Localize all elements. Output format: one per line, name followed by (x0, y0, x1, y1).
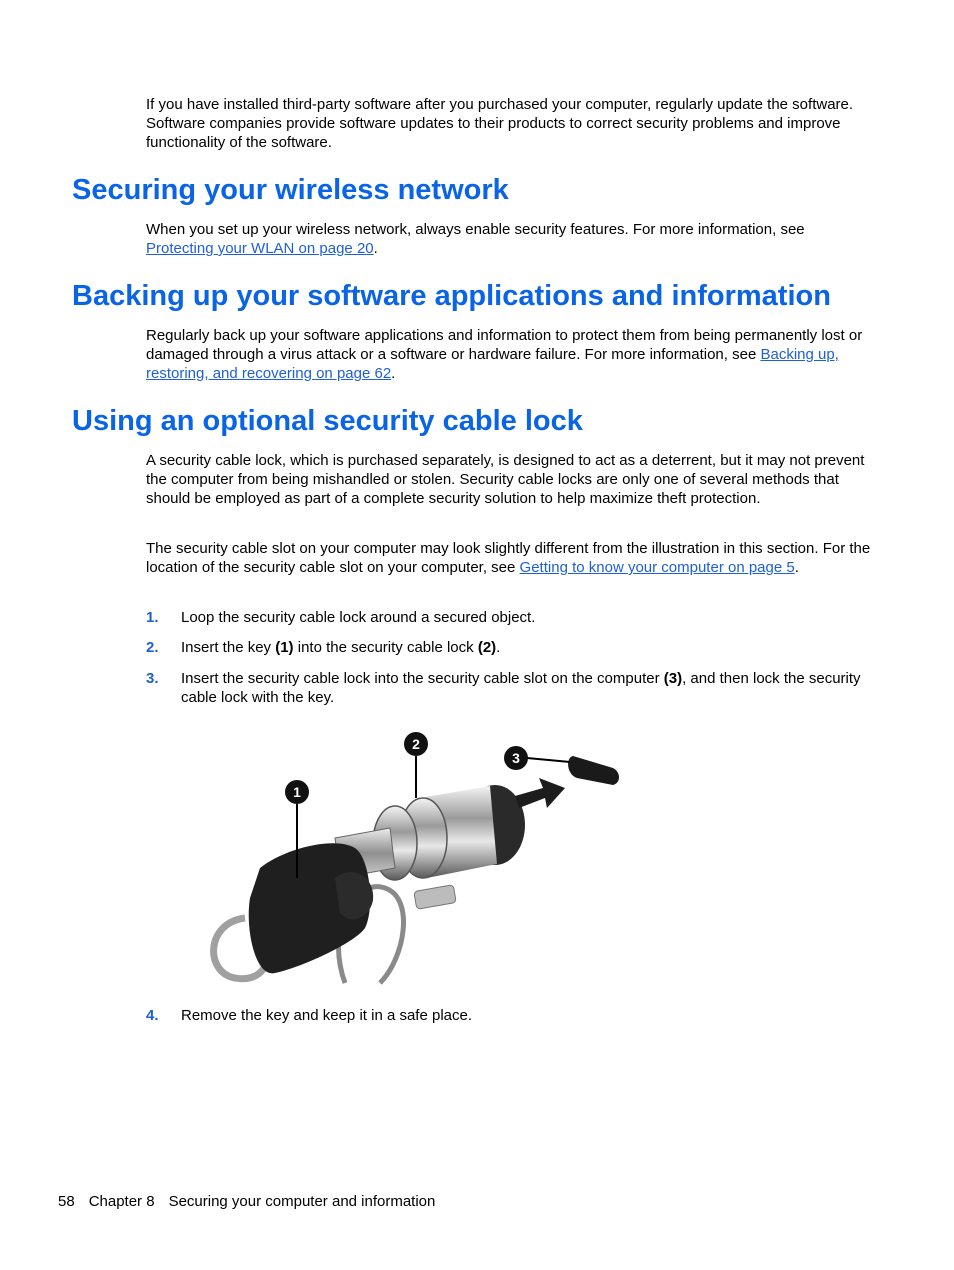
step-number: 1. (146, 609, 159, 626)
backup-period: . (391, 365, 396, 382)
footer-chapter: Chapter 8 (88, 1193, 155, 1210)
key (249, 843, 373, 973)
step-text-part: into the security cable lock (293, 639, 478, 656)
cable-paragraph-1: A security cable lock, which is purchased separately, is designed to act as a deterrent, but it may not prevent the computer from being mishandled or stolen. Security cable locks are only one of several methods that should be employed as part of a complete security solution to help maximize theft protection. (146, 452, 865, 507)
security-cable-lock-illustration (205, 728, 635, 994)
step-text-part: , and then lock the security cable lock with the key. (181, 670, 861, 706)
step-bold-ref: (3) (663, 670, 683, 687)
link-backing-up[interactable]: Backing up, restoring, and recovering on page 62 (146, 346, 839, 382)
backup-paragraph (146, 326, 876, 383)
step-bold-ref: (1) (275, 639, 294, 656)
heading-wireless: Securing your wireless network (72, 174, 509, 206)
step-number: 4. (146, 1007, 159, 1024)
step-text (181, 638, 876, 657)
callout-3-label: 3 (512, 750, 520, 766)
cable-paragraph-2 (146, 539, 876, 577)
wireless-period: . (373, 240, 378, 257)
callout-1-label: 1 (293, 784, 301, 800)
wireless-text: When you set up your wireless network, always enable security features. For more information, see (146, 221, 805, 238)
step-text: Remove the key and keep it in a safe place. (181, 1007, 473, 1024)
cable-para2-text: The security cable slot on your computer may look slightly different from the illustration in this section. For the location of the security cable slot on your computer, see (146, 540, 871, 576)
backup-text: Regularly back up your software applications and information to protect them from being permanently lost or damaged through a virus attack or a software or hardware failure. For more information, see (146, 327, 863, 363)
page-footer (58, 1192, 449, 1211)
wireless-paragraph (146, 220, 876, 258)
step-text: Loop the security cable lock around a secured object. (181, 609, 536, 626)
link-getting-to-know[interactable]: Getting to know your computer on page 5 (519, 559, 795, 576)
step-text-part: . (496, 639, 501, 656)
page-number: 58 (58, 1193, 75, 1210)
callout-2-label: 2 (412, 736, 420, 752)
step-number: 3. (146, 670, 159, 687)
security-slot (568, 756, 619, 785)
intro-paragraph: If you have installed third-party software after you purchased your computer, regularly update the software. Software companies provide software updates to their products to correct security problems and improve functionality of the software. (146, 96, 854, 151)
callout-1 (285, 780, 309, 804)
callout-2 (404, 732, 428, 756)
step-text (181, 669, 876, 707)
callout-line-3 (527, 758, 570, 762)
step-text-part: Insert the key (181, 639, 276, 656)
footer-chapter-title: Securing your computer and information (168, 1193, 436, 1210)
heading-cable-lock: Using an optional security cable lock (72, 405, 583, 437)
insert-arrow-icon (515, 778, 565, 808)
callout-3 (504, 746, 528, 770)
link-protecting-wlan[interactable]: Protecting your WLAN on page 20 (146, 240, 374, 257)
step-number: 2. (146, 639, 159, 656)
heading-backup: Backing up your software applications and information (72, 280, 831, 312)
step-text-part: Insert the security cable lock into the security cable slot on the computer (181, 670, 664, 687)
cable-para2-period: . (794, 559, 799, 576)
step-bold-ref: (2) (477, 639, 497, 656)
